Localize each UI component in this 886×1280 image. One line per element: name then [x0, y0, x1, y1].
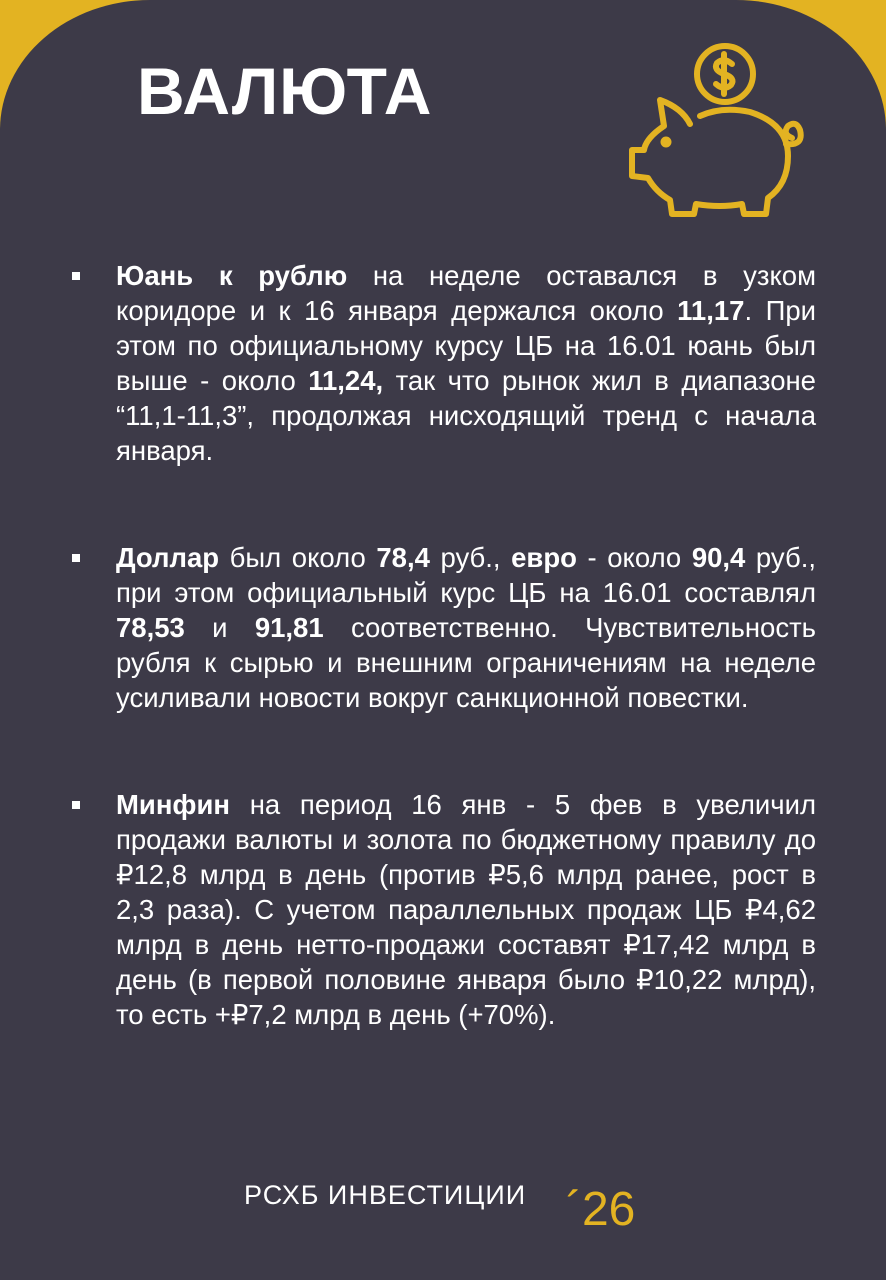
bullet-marker	[72, 554, 80, 562]
piggy-bank-dollar-icon	[620, 38, 810, 218]
bullet-marker	[72, 272, 80, 280]
text-run: руб.,	[429, 542, 512, 573]
text-run: так что рынок жил в диапазоне “11,1-11,3”, продолжая нисходящий тренд с начала января.	[116, 365, 816, 466]
bullet-text	[116, 789, 816, 1030]
bold-text: Минфин	[116, 789, 231, 820]
list-item	[72, 787, 816, 1032]
list-item	[72, 258, 816, 468]
bullet-list	[72, 258, 816, 1032]
bold-text: евро	[511, 542, 577, 573]
bold-text: 11,24,	[308, 365, 384, 396]
bullet-marker	[72, 801, 80, 809]
list-item	[72, 540, 816, 715]
bold-text: Доллар	[116, 542, 220, 573]
text-run: руб., при этом официальный курс ЦБ на 16.01 составлял	[116, 542, 816, 608]
text-run: . При этом по официальному курсу ЦБ на 16.01 юань был выше - около	[116, 295, 817, 396]
bold-text: 11,17	[677, 295, 745, 326]
footer	[244, 1180, 636, 1236]
text-run: соответственно. Чувствительность рубля к сырью и внешним ограничениям на неделе усиливали новости вокруг санкционной повестки.	[116, 612, 816, 713]
bold-text: Юань к рублю	[116, 260, 348, 291]
footer-year: ´26	[566, 1183, 636, 1236]
bullet-text	[116, 260, 816, 466]
text-run: на неделе оставался в узком коридоре и к 16 января держался около	[116, 260, 816, 326]
bold-text: 90,4	[691, 542, 746, 573]
bullet-text	[116, 542, 816, 713]
bold-text: 78,4	[376, 542, 430, 573]
text-run: на период 16 янв - 5 фев в увеличил продажи валюты и золота по бюджетному правилу до ₽12,8 млрд в день (против ₽5,6 млрд ранее, рост в 2,3 раза). С учетом параллельных продаж ЦБ ₽4,62 млрд в день нетто-продажи составят ₽17,42 млрд в день (в первой половине января было ₽10,22 млрд), то есть +₽7,2 млрд в день (+70%).	[116, 789, 816, 1030]
text-run: - около	[576, 542, 692, 573]
bold-text: 91,81	[254, 612, 324, 643]
page-title: ВАЛЮТА	[137, 54, 433, 128]
bold-text: 78,53	[116, 612, 185, 643]
text-run: и	[184, 612, 255, 643]
text-run: был около	[219, 542, 377, 573]
footer-brand: РСХБ ИНВЕСТИЦИИ	[244, 1180, 527, 1210]
